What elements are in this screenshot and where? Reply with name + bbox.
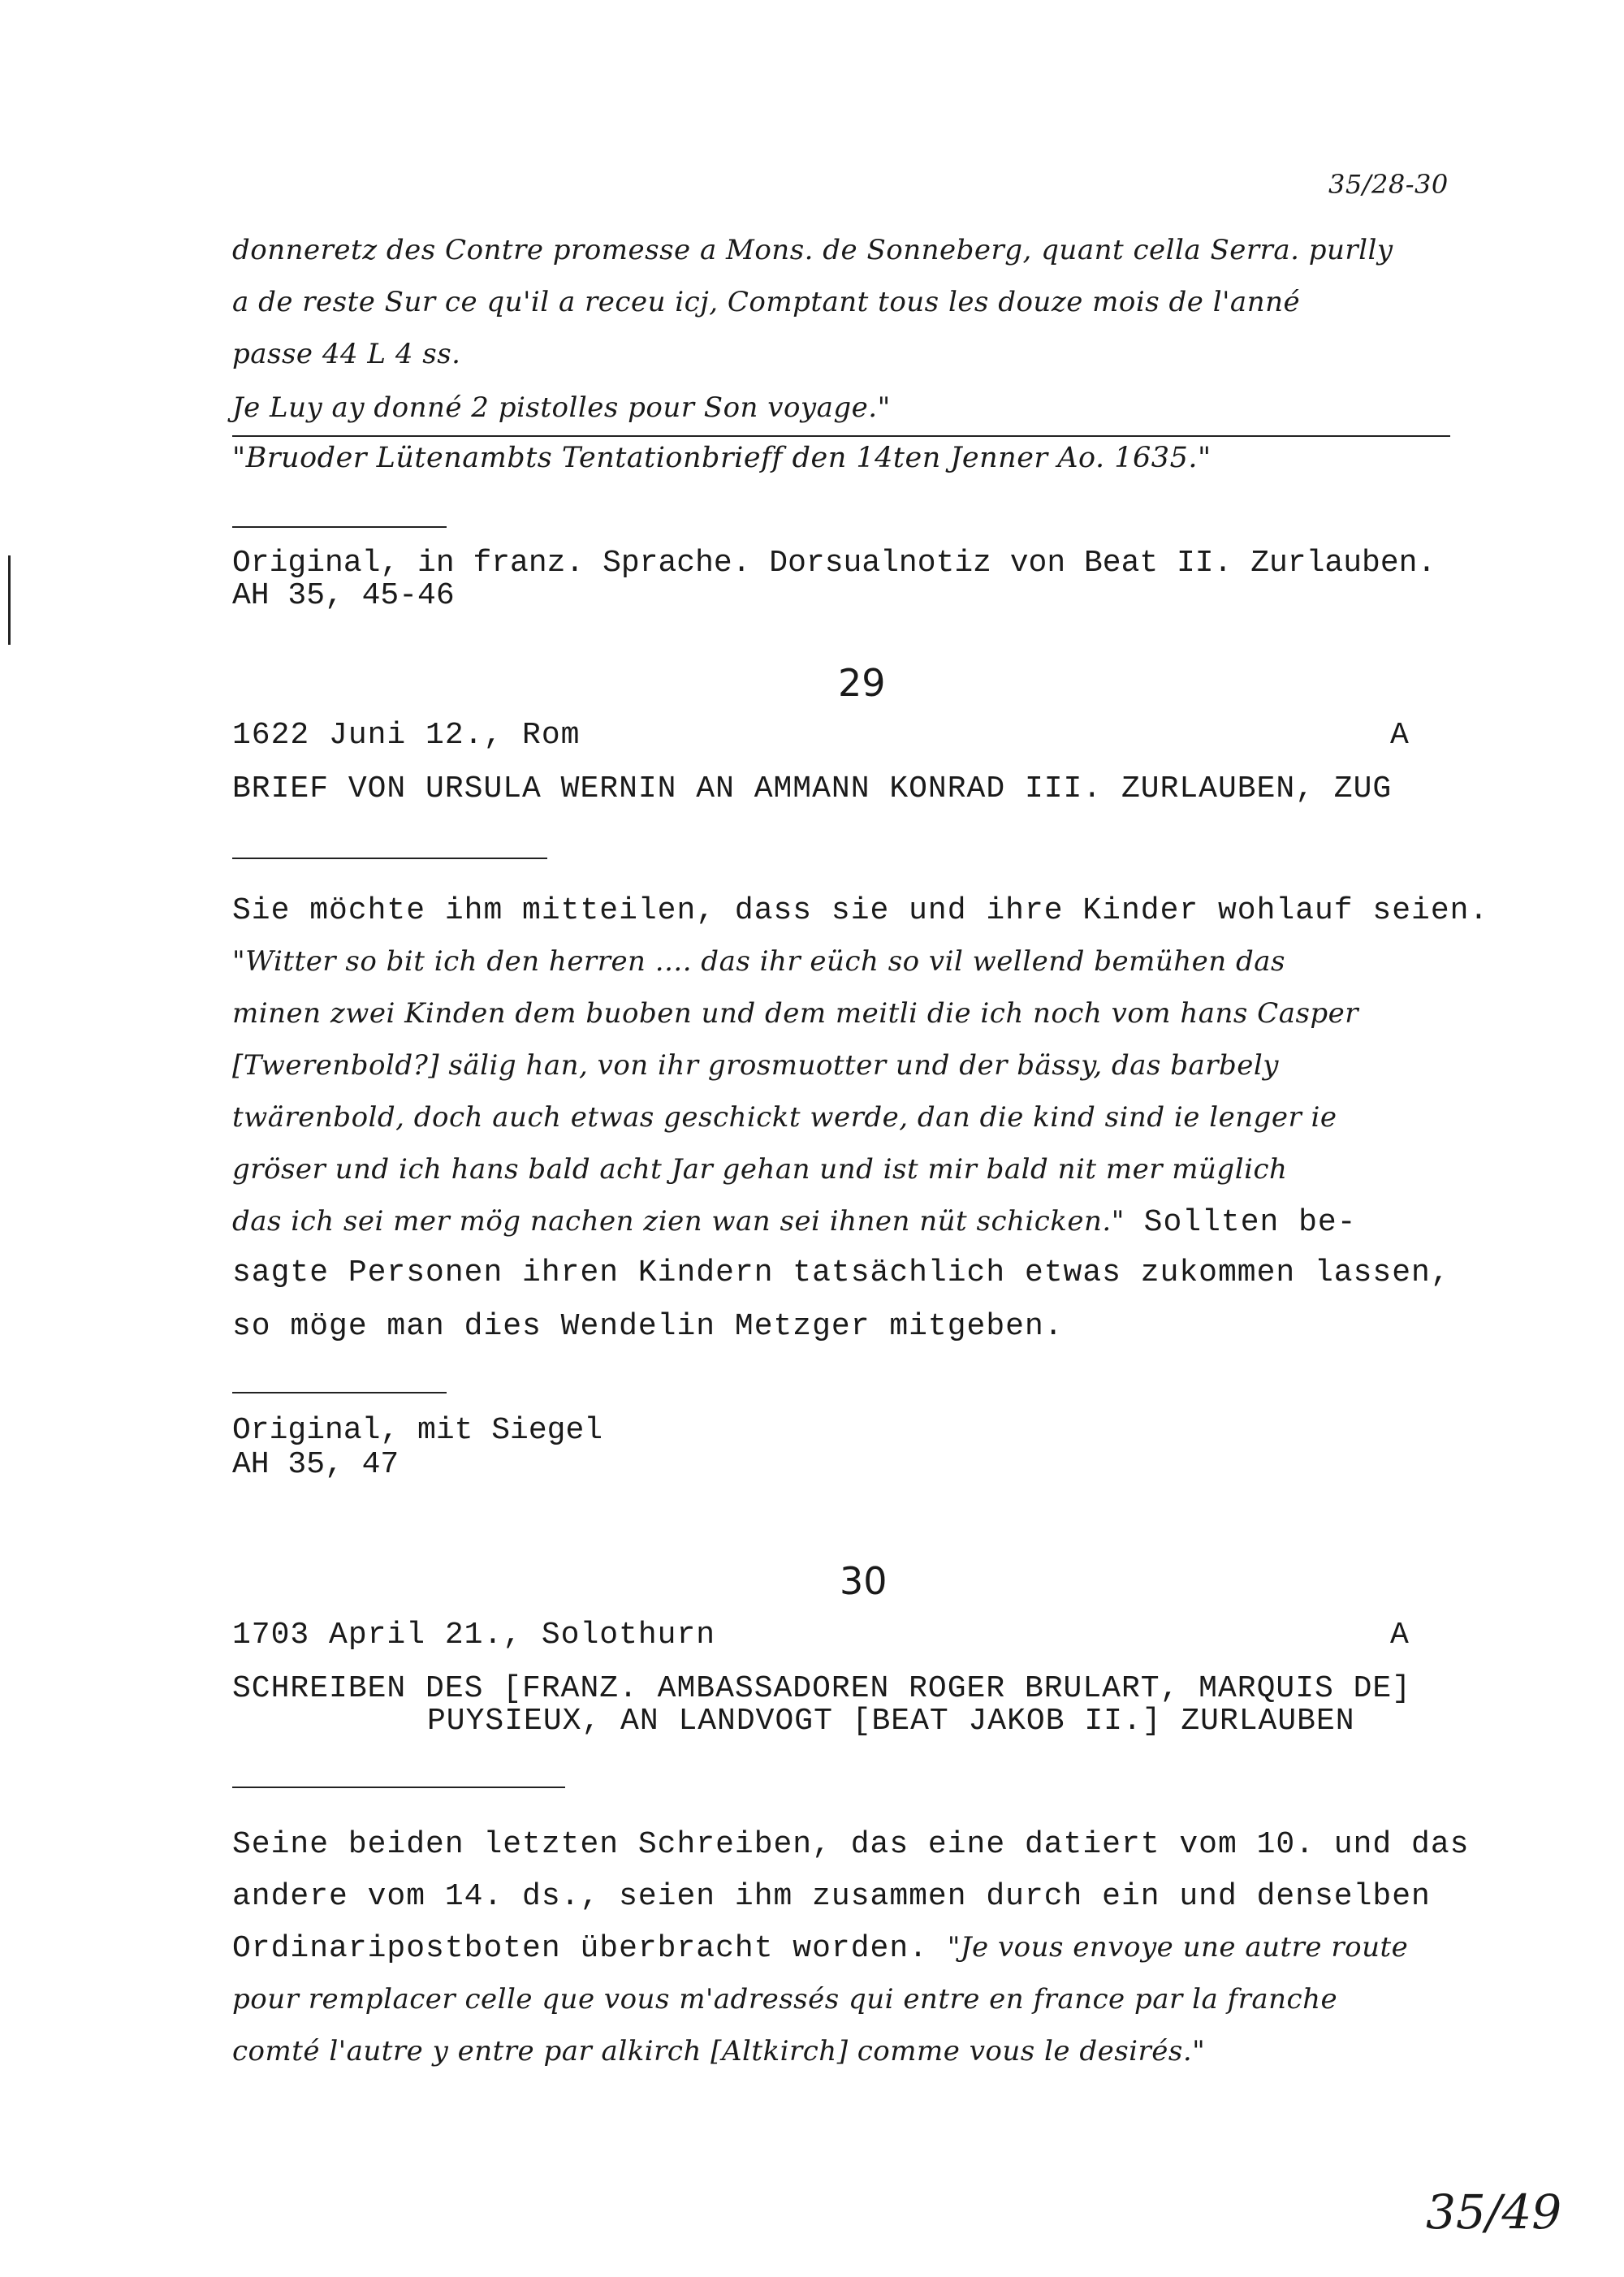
continued-line-2: a de reste Sur ce qu'il a receu icj, Comptant tous les douze mois de l'anné — [232, 286, 1301, 318]
body-line-6: gröser und ich hans bald acht Jar gehan und ist mir bald nit mer müglich — [232, 1153, 1288, 1186]
archival-note-line-2: AH 35, 47 — [232, 1447, 400, 1482]
body-line-7 — [232, 1205, 1357, 1240]
entry-title-line-1: SCHREIBEN DES [FRANZ. AMBASSADOREN ROGER BRULART, MARQUIS DE] — [232, 1671, 1412, 1706]
body-line-3: minen zwei Kinden dem buoben und dem meitli die ich noch vom hans Casper — [232, 997, 1359, 1030]
separator-rule — [232, 1787, 565, 1788]
archival-note-line-2: AH 35, 45-46 — [232, 578, 455, 613]
entry-title: BRIEF VON URSULA WERNIN AN AMMANN KONRAD III. ZURLAUBEN, ZUG — [232, 771, 1393, 806]
body-line-1: Sie möchte ihm mitteilen, dass sie und ihre Kinder wohlauf seien. — [232, 893, 1489, 928]
entry-title-line-2: PUYSIEUX, AN LANDVOGT [BEAT JAKOB II.] ZURLAUBEN — [427, 1704, 1355, 1739]
continued-line-3: passe 44 L 4 ss. — [232, 338, 461, 370]
body-line-4: pour remplacer celle que vous m'adressés qui entre en france par la franche — [232, 1983, 1338, 2016]
body-line-7-text: Sollten be- — [1124, 1205, 1357, 1240]
body-line-2: "Witter so bit ich den herren .... das ihr eüch so vil wellend bemühen das — [232, 945, 1285, 978]
body-line-5: twärenbold, doch auch etwas geschickt werde, dan die kind sind ie lenger ie — [232, 1101, 1337, 1134]
archival-note-line-1: Original, mit Siegel — [232, 1413, 603, 1448]
entry-number: 30 — [840, 1559, 888, 1603]
handwritten-page-number: 35/49 — [1426, 2184, 1562, 2240]
separator-rule — [232, 1392, 447, 1393]
continued-line-1: donneretz des Contre promesse a Mons. de Sonneberg, quant cella Serra. purlly — [232, 234, 1393, 266]
entry-marker: A — [1390, 1618, 1410, 1653]
body-line-9: so möge man dies Wendelin Metzger mitgeben. — [232, 1309, 1064, 1344]
body-line-5: comté l'autre y entre par alkirch [Altkirch] comme vous le desirés." — [232, 2035, 1206, 2067]
body-line-3-quote: "Je vous envoye une autre route — [947, 1931, 1409, 1964]
margin-mark — [8, 555, 11, 645]
continued-line-4: Je Luy ay donné 2 pistolles pour Son voyage." — [232, 391, 891, 424]
body-line-7-quote: das ich sei mer mög nachen zien wan sei ihnen nüt schicken." — [232, 1205, 1125, 1238]
body-line-1: Seine beiden letzten Schreiben, das eine datiert vom 10. und das — [232, 1827, 1470, 1862]
body-line-2: andere vom 14. ds., seien ihm zusammen durch ein und denselben — [232, 1879, 1431, 1914]
continued-line-5: "Bruoder Lütenambts Tentationbrieff den 14ten Jenner Ao. 1635." — [232, 442, 1212, 474]
entry-number: 29 — [838, 661, 886, 705]
archival-note-line-1: Original, in franz. Sprache. Dorsualnotiz von Beat II. Zurlauben. — [232, 546, 1436, 581]
separator-rule — [232, 858, 547, 859]
page-reference: 35/28-30 — [1328, 169, 1449, 200]
body-line-8: sagte Personen ihren Kindern tatsächlich etwas zukommen lassen, — [232, 1255, 1450, 1290]
body-line-3 — [232, 1931, 1408, 1966]
entry-date-place: 1703 April 21., Solothurn — [232, 1618, 716, 1653]
entry-marker: A — [1390, 718, 1410, 753]
separator-rule — [232, 526, 447, 528]
body-line-3-text: Ordinaripostboten überbracht worden. — [232, 1931, 948, 1966]
body-line-4: [Twerenbold?] sälig han, von ihr grosmuotter und der bässy, das barbely — [232, 1049, 1279, 1082]
strike-rule — [232, 435, 1450, 437]
entry-date-place: 1622 Juni 12., Rom — [232, 718, 581, 753]
